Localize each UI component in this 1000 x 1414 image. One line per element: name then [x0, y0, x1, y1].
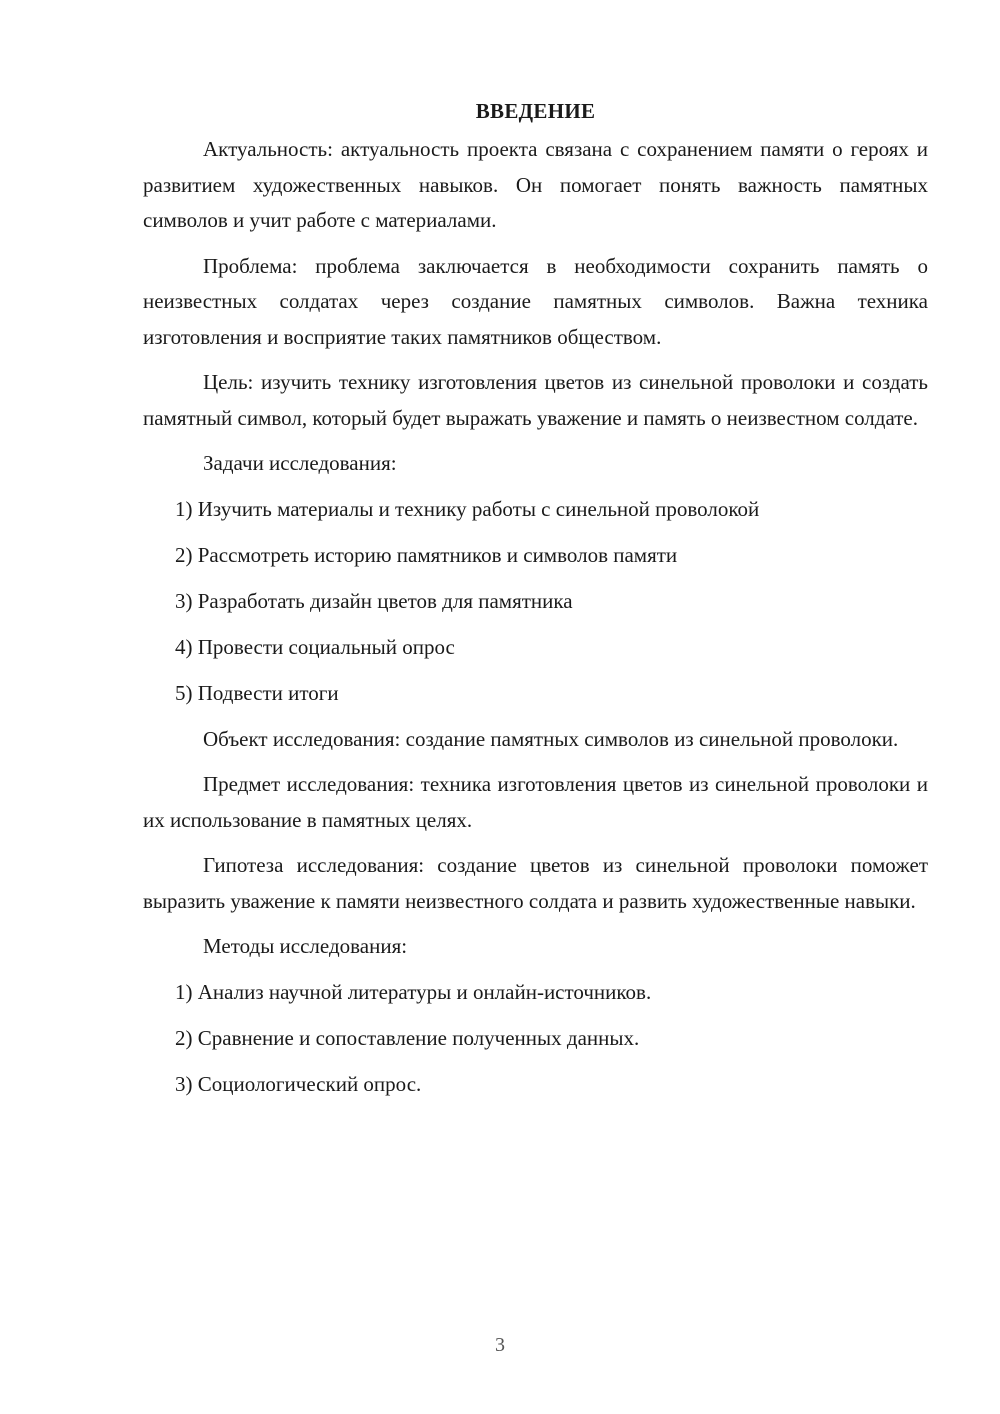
- method-item: 1) Анализ научной литературы и онлайн-источников.: [175, 980, 652, 1004]
- method-item: 3) Социологический опрос.: [175, 1072, 422, 1096]
- methods-title: Методы исследования:: [203, 934, 408, 958]
- task-item: 3) Разработать дизайн цветов для памятника: [175, 589, 573, 613]
- problem-paragraph: Проблема: проблема заключается в необходимости сохранить память о неизвестных солдатах через создание памятных символов. Важна техника изготовления и восприятие таких памятников обществом.: [143, 253, 928, 349]
- hypothesis-paragraph: Гипотеза исследования: создание цветов из синельной проволоки поможет выразить уважение к памяти неизвестного солдата и развить художественные навыки.: [143, 853, 928, 913]
- relevance-paragraph: Актуальность: актуальность проекта связана с сохранением памяти о героях и развитием художественных навыков. Он помогает понять важность памятных символов и учит работе с материалами.: [143, 137, 928, 232]
- task-item: 2) Рассмотреть историю памятников и символов памяти: [175, 543, 678, 567]
- method-item: 2) Сравнение и сопоставление полученных данных.: [175, 1026, 640, 1050]
- goal-paragraph: Цель: изучить технику изготовления цветов из синельной проволоки и создать памятный символ, который будет выражать уважение и память о неизвестном солдате.: [143, 370, 928, 430]
- task-item: 4) Провести социальный опрос: [175, 635, 455, 659]
- tasks-title: Задачи исследования:: [203, 451, 397, 475]
- page-number: 3: [495, 1334, 505, 1356]
- task-item: 1) Изучить материалы и технику работы с синельной проволокой: [175, 497, 760, 521]
- object-paragraph: Объект исследования: создание памятных символов из синельной проволоки.: [203, 726, 899, 751]
- task-item: 5) Подвести итоги: [175, 681, 339, 705]
- subject-paragraph: Предмет исследования: техника изготовления цветов из синельной проволоки и их использование в памятных целях.: [143, 772, 928, 832]
- section-heading: ВВЕДЕНИЕ: [475, 99, 596, 123]
